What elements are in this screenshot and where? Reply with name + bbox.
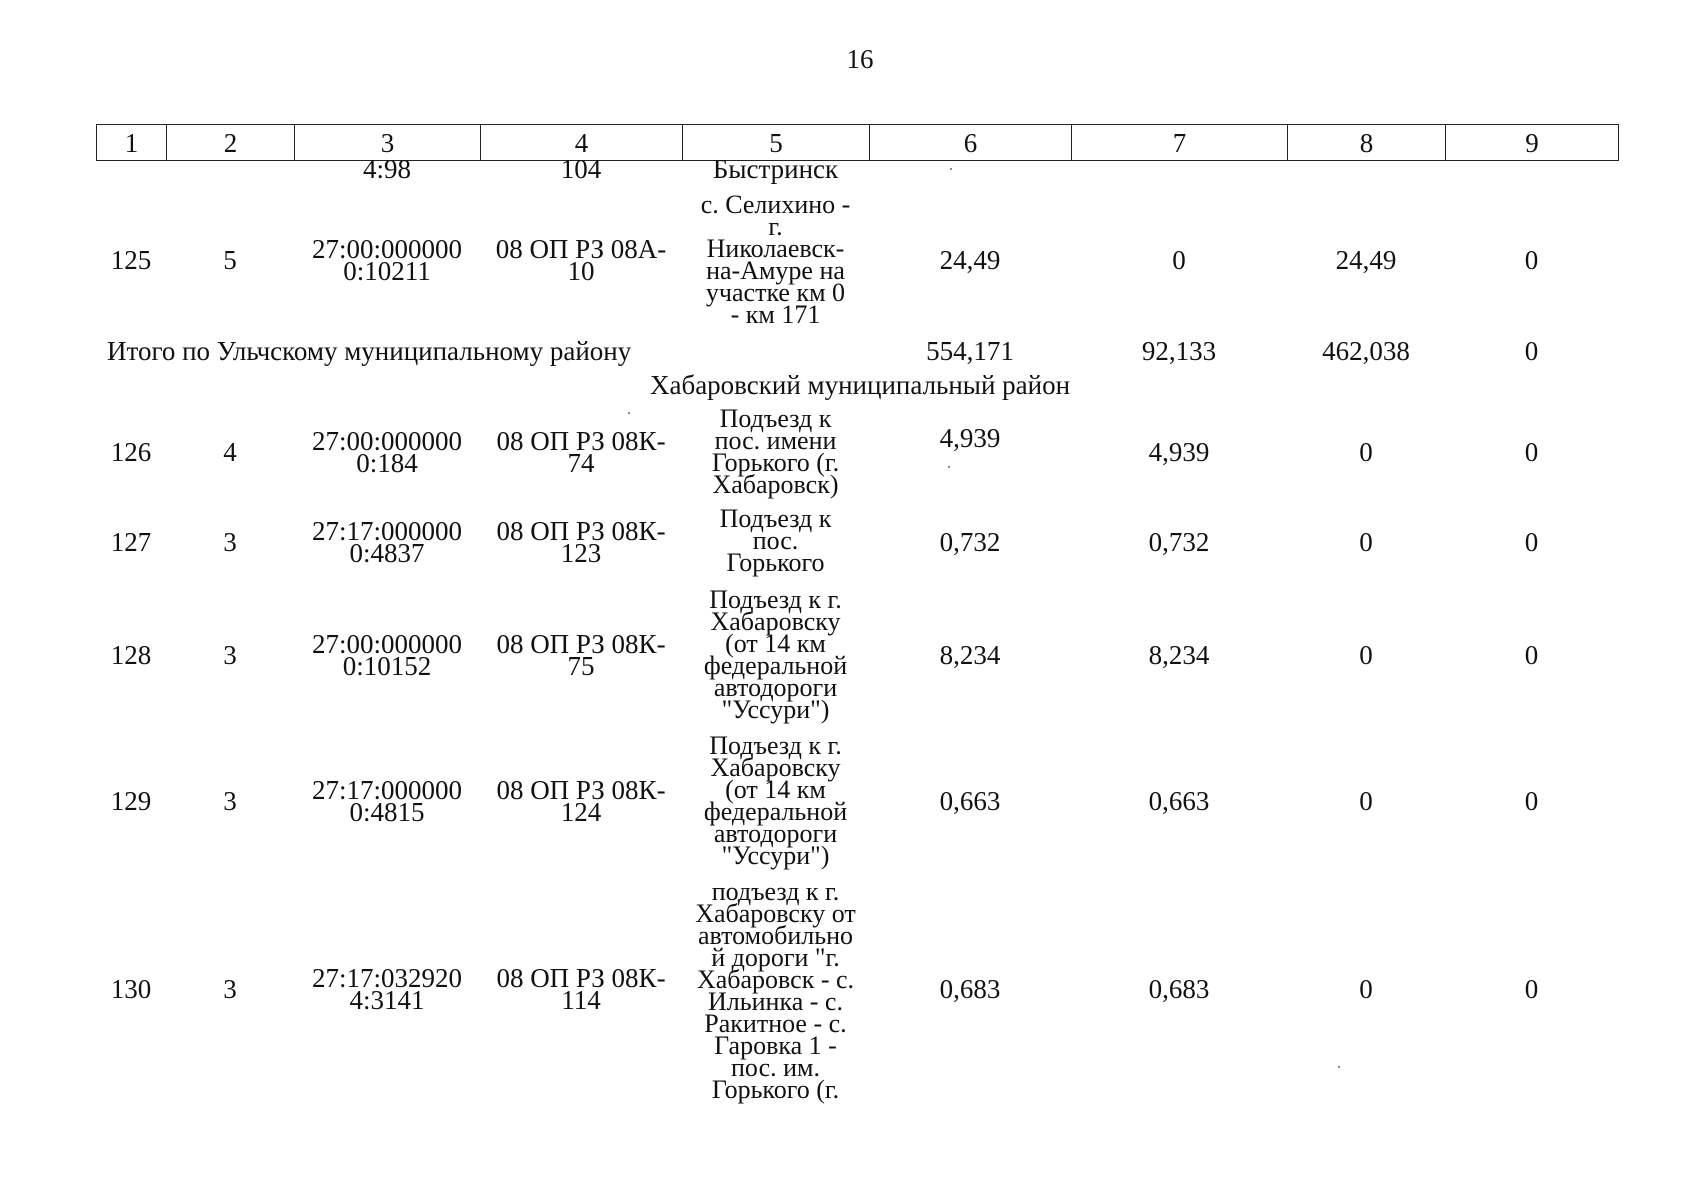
row-road-id [480,963,682,1015]
row-road-name: Подъезд к г. Хабаровску (от 14 км федеральной автодороги "Уссури") [703,731,848,870]
header-col-9: 9 [1446,125,1619,161]
row-road-id [480,426,682,478]
row-cadastral [294,775,480,827]
row-col-9: 0 [1524,527,1539,557]
row-col-9: 0 [1524,437,1539,467]
row-col-7: 0,683 [1148,974,1210,1004]
row-cadastral-line-2: 0:4815 [349,797,425,827]
row-cadastral-line-1: 27:00:000000 [311,426,462,456]
header-col-4: 4 [481,125,683,161]
row-col-8: 24,49 [1335,245,1397,275]
row-road-id-line-2: 10 [567,256,595,286]
row-cadastral-line-1: 27:00:000000 [311,629,462,659]
subtotal-col-6: 554,171 [926,336,1014,366]
continuation-cadastral: 4:98 [362,154,411,184]
scan-speck [950,168,952,170]
row-col-8: 0 [1359,640,1373,670]
row-road-id-line-1: 08 ОП РЗ 08К- [496,426,666,456]
subtotal-col-9: 0 [1524,336,1539,366]
header-col-2: 2 [167,125,295,161]
row-col-6: 0,663 [939,786,1001,816]
row-col-8: 0 [1359,437,1373,467]
row-road-id-line-2: 114 [561,985,601,1015]
row-cadastral-line-1: 27:17:000000 [311,775,462,805]
header-col-7: 7 [1072,125,1288,161]
row-number: 127 [110,527,152,557]
row-cadastral [294,234,480,286]
row-road-id-line-1: 08 ОП РЗ 08К- [496,629,666,659]
row-col-7: 0,732 [1148,527,1210,557]
row-cadastral-line-1: 27:00:000000 [311,234,462,264]
subtotal-col-7: 92,133 [1141,336,1217,366]
row-col-2: 5 [223,245,237,275]
subtotal-col-8: 462,038 [1322,336,1410,366]
row-road-id [480,629,682,681]
row-col-6: 24,49 [939,245,1001,275]
row-col-8: 0 [1359,527,1373,557]
row-col-8: 0 [1359,786,1373,816]
scan-speck [628,412,630,414]
row-col-7: 4,939 [1148,437,1210,467]
row-cadastral-line-1: 27:17:032920 [311,963,462,993]
row-number: 130 [110,974,152,1004]
row-cadastral-line-2: 0:10211 [343,256,431,286]
row-col-2: 3 [223,786,237,816]
header-col-8: 8 [1288,125,1446,161]
scan-speck [948,466,950,468]
row-col-2: 3 [223,527,237,557]
row-road-id-line-2: 75 [567,651,595,681]
row-number: 128 [110,640,152,670]
row-col-9: 0 [1524,974,1539,1004]
row-road-id [480,516,682,568]
row-cadastral-line-2: 0:184 [356,448,418,478]
header-col-5: 5 [683,125,870,161]
row-cadastral [294,963,480,1015]
row-cadastral [294,426,480,478]
row-road-id-line-2: 74 [567,448,595,478]
row-col-2: 3 [223,640,237,670]
row-road-id-line-1: 08 ОП РЗ 08К- [496,516,666,546]
row-road-name: Подъезд к пос. имени Горького (г. Хабаровск) [711,404,840,499]
row-col-2: 4 [223,437,237,467]
row-cadastral [294,629,480,681]
row-cadastral [294,516,480,568]
section-title: Хабаровский муниципальный район [649,370,1071,400]
row-col-6: 8,234 [939,640,1001,670]
row-col-9: 0 [1524,640,1539,670]
row-col-7: 0,663 [1148,786,1210,816]
subtotal-label: Итого по Ульчскому муниципальному району [107,336,632,366]
header-col-3: 3 [295,125,481,161]
row-number: 126 [110,437,152,467]
row-col-6: 0,683 [939,974,1001,1004]
header-col-6: 6 [870,125,1072,161]
header-col-1: 1 [97,125,167,161]
scan-speck [1338,1066,1340,1068]
row-number: 129 [110,786,152,816]
row-col-6: 4,939 [939,423,1001,453]
row-col-7: 8,234 [1148,640,1210,670]
page-number: 16 [846,44,874,74]
row-cadastral-line-2: 4:3141 [349,985,425,1015]
row-road-id [480,775,682,827]
continuation-road-name: Быстринск [712,154,839,184]
row-road-id-line-1: 08 ОП РЗ 08К- [496,963,666,993]
row-road-id-line-1: 08 ОП РЗ 08К- [496,775,666,805]
row-road-name: с. Селихино - г. Николаевск- на-Амуре на участке км 0 - км 171 [700,190,851,329]
row-road-id [480,234,682,286]
row-number: 125 [110,245,152,275]
row-road-name: Подъезд к г. Хабаровску (от 14 км федеральной автодороги "Уссури") [703,585,848,724]
row-road-id-line-2: 123 [560,538,602,568]
row-col-9: 0 [1524,786,1539,816]
row-col-8: 0 [1359,974,1373,1004]
row-col-9: 0 [1524,245,1539,275]
row-road-name: Подъезд к пос. Горького [719,504,832,577]
row-col-2: 3 [223,974,237,1004]
continuation-road-id: 104 [560,154,602,184]
row-road-name: подъезд к г. Хабаровску от автомобильно й дороги "г. Хабаровск - с. Ильинка - с. Ракитное - с. Гаровка 1 - пос. им. Горького (г. [695,877,856,1104]
row-col-6: 0,732 [939,527,1001,557]
row-col-7: 0 [1172,245,1186,275]
row-cadastral-line-2: 0:4837 [349,538,425,568]
row-road-id-line-2: 124 [560,797,602,827]
row-road-id-line-1: 08 ОП РЗ 08А- [495,234,667,264]
row-cadastral-line-1: 27:17:000000 [311,516,462,546]
row-cadastral-line-2: 0:10152 [342,651,432,681]
